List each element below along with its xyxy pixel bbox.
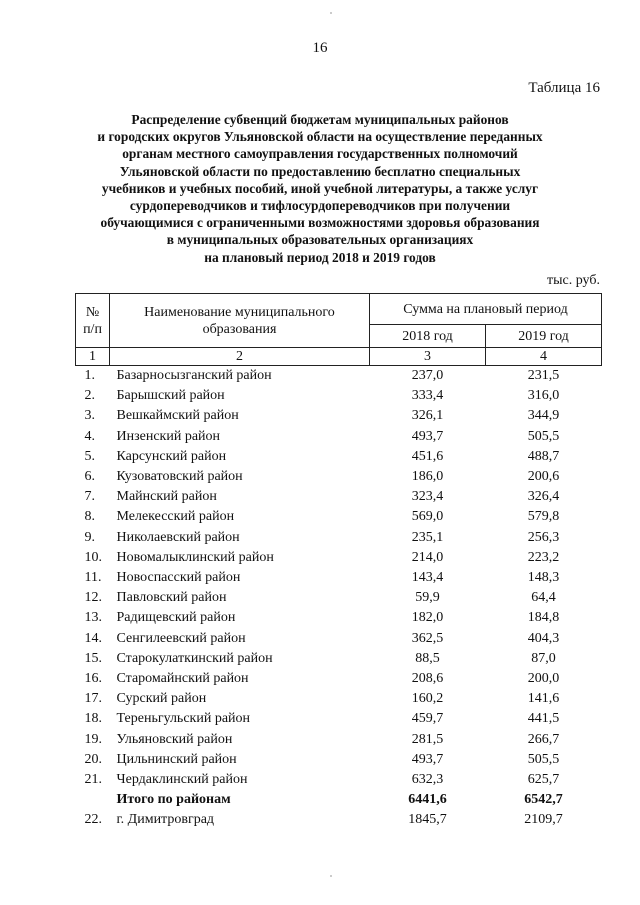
row-value-2019: 200,6 — [527, 469, 560, 485]
row-value-2018: 208,6 — [411, 671, 444, 687]
row-value-2018: 569,0 — [411, 509, 444, 525]
title-line: на плановый период 2018 и 2019 годов — [204, 249, 436, 265]
header-sum: Сумма на плановый период — [370, 294, 602, 325]
row-name: Новоспасский район — [116, 570, 241, 586]
table-row — [76, 366, 602, 387]
row-name: Майнский район — [116, 489, 217, 505]
table-row — [76, 447, 602, 467]
table-row — [76, 649, 602, 669]
header-name: Наименование муниципального образования — [110, 294, 370, 348]
row-number: 10. — [84, 549, 102, 565]
row-value-2019: 200,0 — [527, 671, 560, 687]
row-name: Старомайнский район — [116, 671, 249, 687]
row-value-2018: 237,0 — [411, 368, 444, 383]
row-name: Старокулаткинский район — [116, 650, 273, 666]
row-value-2018: 493,7 — [411, 428, 444, 444]
row-number: 6. — [84, 469, 95, 485]
row-name: Итого по районам — [116, 792, 231, 808]
row-number: 15. — [84, 650, 102, 666]
row-value-2019: 505,5 — [527, 751, 560, 767]
row-number: 20. — [84, 751, 102, 767]
row-number: 2. — [84, 388, 95, 404]
table-row — [76, 709, 602, 729]
row-value-2019: 316,0 — [527, 388, 560, 404]
row-name: Новомалыклинский район — [116, 549, 274, 565]
page-number: 16 — [312, 40, 328, 56]
row-number: 17. — [84, 691, 102, 707]
table-row — [76, 770, 602, 790]
row-value-2019: 266,7 — [527, 731, 560, 747]
row-name: Павловский район — [116, 590, 227, 606]
table-row — [76, 810, 602, 830]
row-name: Вешкаймский район — [116, 408, 239, 424]
row-value-2019: 256,3 — [527, 529, 560, 545]
row-name: Базарносызганский район — [116, 368, 272, 383]
row-value-2018: 493,7 — [411, 751, 444, 767]
table-row — [76, 528, 602, 548]
row-number: 21. — [84, 772, 102, 788]
title-line: учебников и учебных пособий, иной учебной литературы, а также услуг — [101, 180, 539, 196]
row-name: Цильнинский район — [116, 751, 237, 767]
scan-speck — [330, 875, 332, 877]
row-value-2019: 326,4 — [527, 489, 560, 505]
row-value-2019: 2109,7 — [524, 812, 563, 828]
row-value-2018: 323,4 — [411, 489, 444, 505]
row-number: 11. — [84, 570, 102, 586]
title-line: органам местного самоуправления государственных полномочий — [122, 146, 518, 162]
title-line: и городских округов Ульяновской области на осуществление переданных — [97, 129, 543, 145]
row-number: 9. — [84, 529, 95, 545]
row-number: 8. — [84, 509, 95, 525]
row-name: Инзенский район — [116, 428, 221, 444]
row-value-2019: 64,4 — [531, 590, 556, 606]
row-value-2019: 231,5 — [527, 368, 560, 383]
row-value-2019: 404,3 — [527, 630, 560, 646]
header-year-2019: 2019 год — [486, 325, 602, 348]
table-row — [76, 487, 602, 507]
column-index-3: 3 — [370, 348, 486, 366]
row-value-2018: 160,2 — [411, 691, 444, 707]
row-number: 18. — [84, 711, 102, 727]
row-value-2019: 223,2 — [527, 549, 560, 565]
row-value-2018: 362,5 — [411, 630, 444, 646]
title-line: в муниципальных образовательных организациях — [166, 232, 474, 248]
row-value-2018: 281,5 — [411, 731, 444, 747]
row-name: Ульяновский район — [116, 731, 233, 747]
table-row — [76, 406, 602, 426]
row-value-2019: 441,5 — [527, 711, 560, 727]
row-name: Барышский район — [116, 388, 225, 404]
row-value-2018: 186,0 — [411, 469, 444, 485]
row-name: Кузоватовский район — [116, 469, 243, 485]
row-value-2019: 6542,7 — [524, 792, 563, 808]
row-value-2018: 235,1 — [411, 529, 444, 545]
row-number: 12. — [84, 590, 102, 606]
row-value-2019: 579,8 — [527, 509, 560, 525]
row-name: Сурский район — [116, 691, 207, 707]
table-body — [76, 366, 602, 831]
row-value-2018: 459,7 — [411, 711, 444, 727]
row-value-2019: 344,9 — [527, 408, 560, 424]
row-value-2018: 1845,7 — [408, 812, 447, 828]
row-value-2018: 59,9 — [415, 590, 440, 606]
table-row — [76, 427, 602, 447]
row-value-2018: 6441,6 — [408, 792, 447, 808]
title-line: сурдопереводчиков и тифлосурдопереводчиков при получении — [129, 198, 511, 214]
title-line: обучающимися с ограниченными возможностями здоровья образования — [100, 215, 540, 231]
row-name: Тереньгульский район — [116, 711, 251, 727]
table-row — [76, 386, 602, 406]
row-number: 13. — [84, 610, 102, 626]
row-name: Сенгилеевский район — [116, 630, 246, 646]
row-number — [76, 790, 110, 810]
table-row — [76, 588, 602, 608]
table-row — [76, 629, 602, 649]
row-number: 4. — [84, 428, 95, 444]
table-row — [76, 730, 602, 750]
row-value-2019: 505,5 — [527, 428, 560, 444]
title-line: Распределение субвенций бюджетам муниципальных районов — [131, 112, 509, 127]
column-index-2: 2 — [110, 348, 370, 366]
row-name: Радищевский район — [116, 610, 236, 626]
row-value-2019: 625,7 — [527, 772, 560, 788]
table-row — [76, 669, 602, 689]
row-number: 19. — [84, 731, 102, 747]
column-index-1: 1 — [76, 348, 110, 366]
row-value-2019: 141,6 — [527, 691, 560, 707]
table-row — [76, 568, 602, 588]
table-row — [76, 467, 602, 487]
total-row — [76, 790, 602, 810]
row-number: 7. — [84, 489, 95, 505]
row-number: 14. — [84, 630, 102, 646]
row-name: Чердаклинский район — [116, 772, 248, 788]
title-line: Ульяновской области по предоставлению бесплатно специальных — [119, 163, 521, 179]
row-number: 5. — [84, 448, 95, 464]
scan-speck — [330, 12, 332, 14]
column-index-4: 4 — [486, 348, 602, 366]
row-value-2018: 632,3 — [411, 772, 444, 788]
document-title — [60, 111, 580, 266]
row-name: Мелекесский район — [116, 509, 235, 525]
row-value-2018: 326,1 — [411, 408, 444, 424]
row-name: Николаевский район — [116, 529, 240, 545]
header-num: № п/п — [76, 294, 110, 348]
table-row — [76, 750, 602, 770]
header-year-2018: 2018 год — [370, 325, 486, 348]
row-value-2018: 88,5 — [415, 650, 440, 666]
row-value-2018: 143,4 — [411, 570, 444, 586]
row-value-2019: 488,7 — [527, 448, 560, 464]
row-value-2019: 148,3 — [527, 570, 560, 586]
row-value-2018: 214,0 — [411, 549, 444, 565]
table-row — [76, 608, 602, 628]
units-label: тыс. руб. — [547, 273, 600, 288]
row-name: г. Димитровград — [116, 812, 215, 828]
table-row — [76, 548, 602, 568]
row-number: 3. — [84, 408, 95, 424]
row-value-2019: 184,8 — [527, 610, 560, 626]
row-name: Карсунский район — [116, 448, 227, 464]
row-number: 22. — [84, 812, 102, 828]
table-label: Таблица 16 — [528, 80, 600, 96]
row-number: 1. — [84, 368, 95, 383]
row-value-2018: 451,6 — [411, 448, 444, 464]
row-value-2019: 87,0 — [531, 650, 556, 666]
row-number: 16. — [84, 671, 102, 687]
row-value-2018: 182,0 — [411, 610, 444, 626]
table-row — [76, 689, 602, 709]
table-row — [76, 507, 602, 527]
row-value-2018: 333,4 — [411, 388, 444, 404]
subvention-table — [75, 293, 602, 831]
